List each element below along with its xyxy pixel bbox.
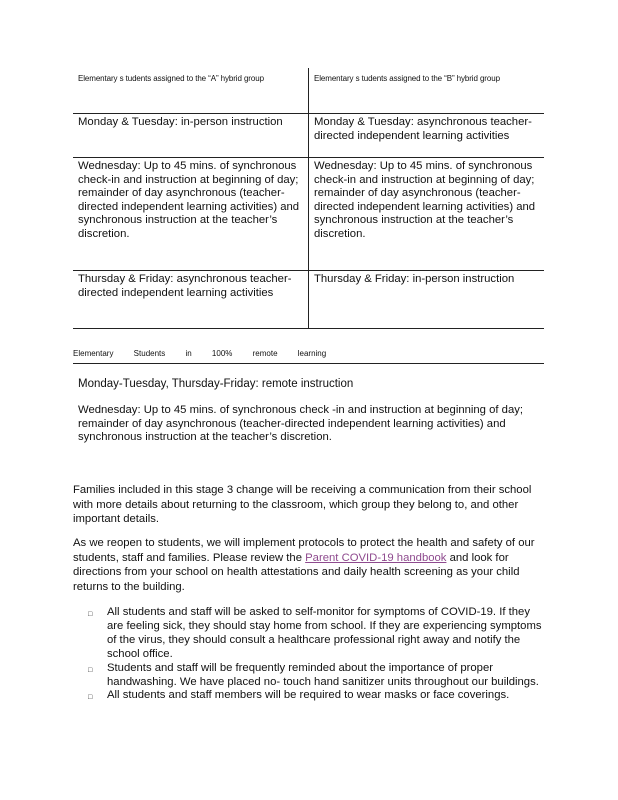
bullet-box-icon: □ [88,694,93,702]
list-item: □ All students and staff members will be required to wear masks or face coverings. [88,689,544,703]
reopen-text-after: and look for directions from your school on health attestations and daily health screening as your child returns to the building. [73,551,520,593]
cell-b-thu-fri: Thursday & Friday: in-person instruction [308,271,543,328]
remote-wednesday-line: Wednesday: Up to 45 mins. of synchronous check -in and instruction at beginning of day; remainder of day asynchronous (teacher-directed independent learning activities) and synchronous instruction at the teacher’s discretion. [78,404,524,443]
table-row [73,271,544,329]
remote-section-header: Elementary Students in 100% remote learning [73,348,544,364]
bullet-box-icon: □ [88,666,93,674]
header-group-a: Elementary s tudents assigned to the “A” hybrid group [78,74,264,83]
safety-bullet-list [88,606,544,703]
reopen-paragraph [73,536,543,594]
families-paragraph: Families included in this stage 3 change will be receiving a communication from their school with more details about returning to the classroom, which group they belong to, and other important details. [73,484,532,526]
reopen-text-before: As we reopen to students, we will implement protocols to protect the health and safety of our students, staff and families. Please review the [73,537,535,564]
remote-schedule-line: Monday-Tuesday, Thursday-Friday: remote instruction [78,378,354,390]
table-row [73,158,544,271]
cell-b-mon-tue: Monday & Tuesday: asynchronous teacher-directed independent learning activities [308,114,543,157]
hybrid-schedule-table [73,68,544,329]
bullet-box-icon: □ [88,611,93,618]
cell-a-thu-fri: Thursday & Friday: asynchronous teacher-directed independent learning activities [78,273,292,299]
header-group-b: Elementary s tudents assigned to the “B” hybrid group [308,68,543,113]
table-row [73,114,544,158]
cell-a-wednesday: Wednesday: Up to 45 mins. of synchronous check-in and instruction at beginning of day; remainder of day asynchronous (teacher-directed independent learning activities) and synchronous instruction at the teacher’s discretion. [78,160,300,240]
cell-a-mon-tue: Monday & Tuesday: in-person instruction [78,116,283,128]
list-item: □ Students and staff will be frequently reminded about the importance of proper handwashing. We have placed no- touch hand sanitizer units throughout our buildings. [88,661,539,688]
list-item: □ All students and staff will be asked to self-monitor for symptoms of COVID-19. If they are feeling sick, they should stay home from school. If they are experiencing symptoms of the virus, they should consult a healthcare professional right away and notify the school office. [88,606,542,660]
parent-covid-handbook-link[interactable]: Parent COVID-19 handbook [305,551,447,564]
cell-b-wednesday: Wednesday: Up to 45 mins. of synchronous check-in and instruction at beginning of day; remainder of day asynchronous (teacher-directed independent learning activities) and synchronous instruction at the teacher’s discretion. [308,158,543,270]
table-header-row [73,68,544,114]
